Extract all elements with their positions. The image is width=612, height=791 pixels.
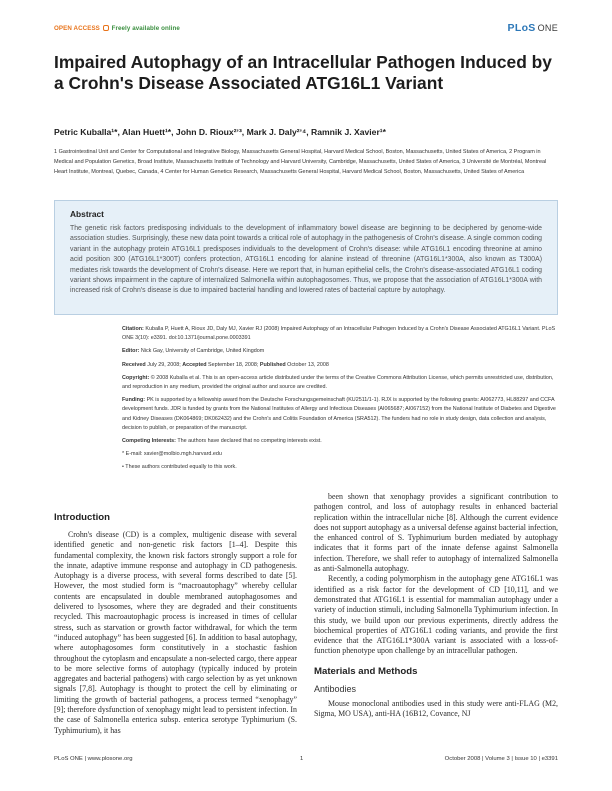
plos-one-logo: [508, 22, 558, 34]
journal-header: [54, 22, 558, 38]
footer-journal: PLoS ONE | www.plosone.org: [54, 756, 133, 762]
free-available-label: Freely available online: [111, 25, 180, 32]
editor-label: Editor:: [122, 348, 140, 355]
funding-text: PK is supported by a fellowship award from the Deutsche Forschungsgemeinschaft (KU2511/1-1). RJX is supported by the following grants: AI062773, HL88297 and CCFA development funds. JDR is funded by grants from the National Institutes of Allergy and Infectious Diseases (AI065687; AI067152) from the National Institute of Diabetes and Digestive and Kidney Diseases (DK064869; DK062432) and the Crohn's and Colitis Foundation of America (SRA512). The funders had no role in study design, data collection and analysis, decision to publish, or preparation of the manuscript.: [122, 397, 556, 431]
received-label: Received: [122, 361, 146, 368]
right-column: [314, 492, 558, 767]
paper-title: Impaired Autophagy of an Intracellular Pathogen Induced by a Crohn's Disease Associated ATG16L1 Variant: [54, 52, 552, 93]
received-date: July 29, 2008;: [147, 361, 181, 368]
citation-text: Kuballa P, Huett A, Rioux JD, Daly MJ, Xavier RJ (2008) Impaired Autophagy of an Intracellular Pathogen Induced by a Crohn's Disease Associated ATG16L1 Variant. PLoS ONE 3(10): e3391. doi:10.1371/journal.pone.0003391: [122, 326, 556, 342]
open-access-label: OPEN ACCESS: [54, 25, 100, 32]
copyright-row: [122, 374, 558, 392]
dates-row: [122, 361, 558, 370]
competing-text: The authors have declared that no competing interests exist.: [177, 438, 322, 445]
introduction-heading: Introduction: [54, 512, 110, 523]
citation-row: [122, 325, 558, 343]
abstract-heading: Abstract: [70, 209, 104, 219]
antibodies-heading: Antibodies: [314, 683, 357, 694]
author-list: Petric Kuballa¹*, Alan Huett¹*, John D. Rioux²ʼ³, Mark J. Daly²ʼ⁴, Ramnik J. Xavier¹*: [54, 127, 387, 137]
footer-page-number: 1: [300, 756, 304, 762]
citation-label: Citation:: [122, 326, 144, 332]
published-label: Published: [259, 361, 286, 368]
col2-paragraph-3: Mouse monoclonal antibodies used in this study were anti-FLAG (M2, Sigma, MO USA), anti-HA (16B12, Covance, NJ: [314, 698, 558, 719]
open-lock-icon: [103, 25, 109, 31]
equal-contribution-row: • These authors contributed equally to this work.: [122, 464, 237, 471]
open-access-banner: [54, 25, 180, 32]
abstract-box: [54, 200, 558, 315]
accepted-label: Accepted: [182, 361, 207, 368]
logo-one: ONE: [537, 23, 558, 33]
left-column: [54, 512, 297, 767]
logo-plos: PLoS: [507, 22, 536, 34]
page-footer: [54, 756, 558, 768]
competing-interests-row: [122, 437, 558, 446]
editor-row: [122, 347, 558, 356]
article-metadata: [122, 325, 558, 477]
intro-paragraph: Crohn's disease (CD) is a complex, multigenic disease with several identified genetic and non-genetic risk factors [1–4]. Despite this fundamental complexity, the known risk factors strongly support a role for the innate, adaptive immune response and autophagy in CD pathogenesis. Autophagy is a diverse process, with several forms described to date [5]. However, the most studied form is “macroautophagy” whereby cellular contents are encapsulated in double membraned autophagosomes and delivered to lysosomes, where they are degraded and their constituents recycled. This macroautophagic process is increased in times of cellular stress, such as starvation or growth factor withdrawal, for which the term “induced autophagy” has been suggested [6]. In addition to basal autophagy, where autophagosomes form constitutively in a stochastic fashion throughout the cytoplasm and encapsulate a non-selected cargo, there appear to be more selective forms of autophagy (typically induced by protein aggregates and bacterial pathogens) with cargo selection by as yet unknown signals [7,8]. Autophagy is thought to protect the cell by eliminating or limiting the growth of bacterial pathogens, a process termed “xenophagy” [9]; therefore dysfunction of xenophagy might lead to persistent infection. In the case of Salmonella enterica subsp. enterica serotype Typhimurium (S. Typhimurium), it has: [54, 530, 297, 735]
abstract-text: The genetic risk factors predisposing individuals to the development of inflammatory bowel disease are beginning to be deciphered by genome-wide association studies. Surprisingly, these new data point towards a critical role of autophagy in the pathogenesis of Crohn's disease. A single common coding variant in the autophagy protein ATG16L1 predisposes individuals to the development of Crohn's disease: while ATG16L1 encoding threonine at amino acid position 300 (ATG16L1*300T) confers protection, ATG16L1 encoding for alanine instead of threonine (ATG16L1*300A, also known as T300A) mediates risk towards the development of Crohn's disease. Here we report that, in human epithelial cells, the Crohn's disease-associated ATG16L1 coding variant shows impairment in the capture of internalized Salmonella within autophagosomes. Thus, we propose that the association of ATG16L1*300A with increased risk of Crohn's disease is due to impaired bacterial handling and lowered rates of bacterial capture by autophagy.: [70, 225, 542, 295]
competing-label: Competing Interests:: [122, 438, 176, 445]
funding-row: [122, 396, 558, 433]
affiliations: 1 Gastrointestinal Unit and Center for Computational and Integrative Biology, Massachusetts General Hospital, Harvard Medical School, Boston, Massachusetts, United States of America, 2 Program in Medical and Population Genetics, Broad Institute, Massachusetts Institute of Technology and Harvard University, Cambridge, Massachusetts, United States of America, 3 Université de Montréal, Montreal Heart Institute, Montreal, Quebec, Canada, 4 Center for Human Genetics Research, Massachusetts General Hospital, Harvard Medical School, Boston, Massachusetts, United States of America: [54, 149, 547, 175]
copyright-label: Copyright:: [122, 374, 150, 381]
funding-label: Funding:: [122, 397, 146, 404]
col2-paragraph-2: Recently, a coding polymorphism in the autophagy gene ATG16L1 was identified as a risk factor for the development of CD [10,11], and we demonstrated that ATG16L1 is essential for mammalian autophagy under a variety of induction stimuli, including Salmonella Typhimurium infection. In this study, we build upon our previous experiments, directly address the biochemical properties of ATG16L1 coding variants, and provide the first evidence that the ATG16L1*300A variant is associated with a loss-of-function phenotype upon challenge by an intracellular pathogen.: [314, 574, 558, 656]
col2-paragraph-1: been shown that xenophagy provides a significant contribution to pathogen control, and loss of autophagy results in enhanced bacterial replication within the intracellular niche [8]. Although the current evidence does not support autophagy as a universal defense against bacterial infection, the enhanced control of S. Typhimurium burden mediated by autophagy indicates that it forms part of the innate defense against Salmonella infection. Therefore, we shall refer to autophagy of internalized Salmonella as anti-Salmonella autophagy.: [314, 492, 558, 574]
methods-heading: Materials and Methods: [314, 665, 418, 677]
copyright-text: © 2008 Kuballa et al. This is an open-access article distributed under the terms of the Creative Commons Attribution License, which permits unrestricted use, distribution, and reproduction in any medium, provided the original author and source are credited.: [122, 374, 554, 391]
published-date: October 13, 2008: [287, 361, 329, 368]
editor-text: Nick Gay, University of Cambridge, United Kingdom: [140, 348, 265, 355]
email-row: * E-mail: xavier@molbio.mgh.harvard.edu: [122, 451, 222, 458]
accepted-date: September 18, 2008;: [208, 361, 259, 368]
footer-issue: October 2008 | Volume 3 | Issue 10 | e3391: [444, 756, 558, 762]
